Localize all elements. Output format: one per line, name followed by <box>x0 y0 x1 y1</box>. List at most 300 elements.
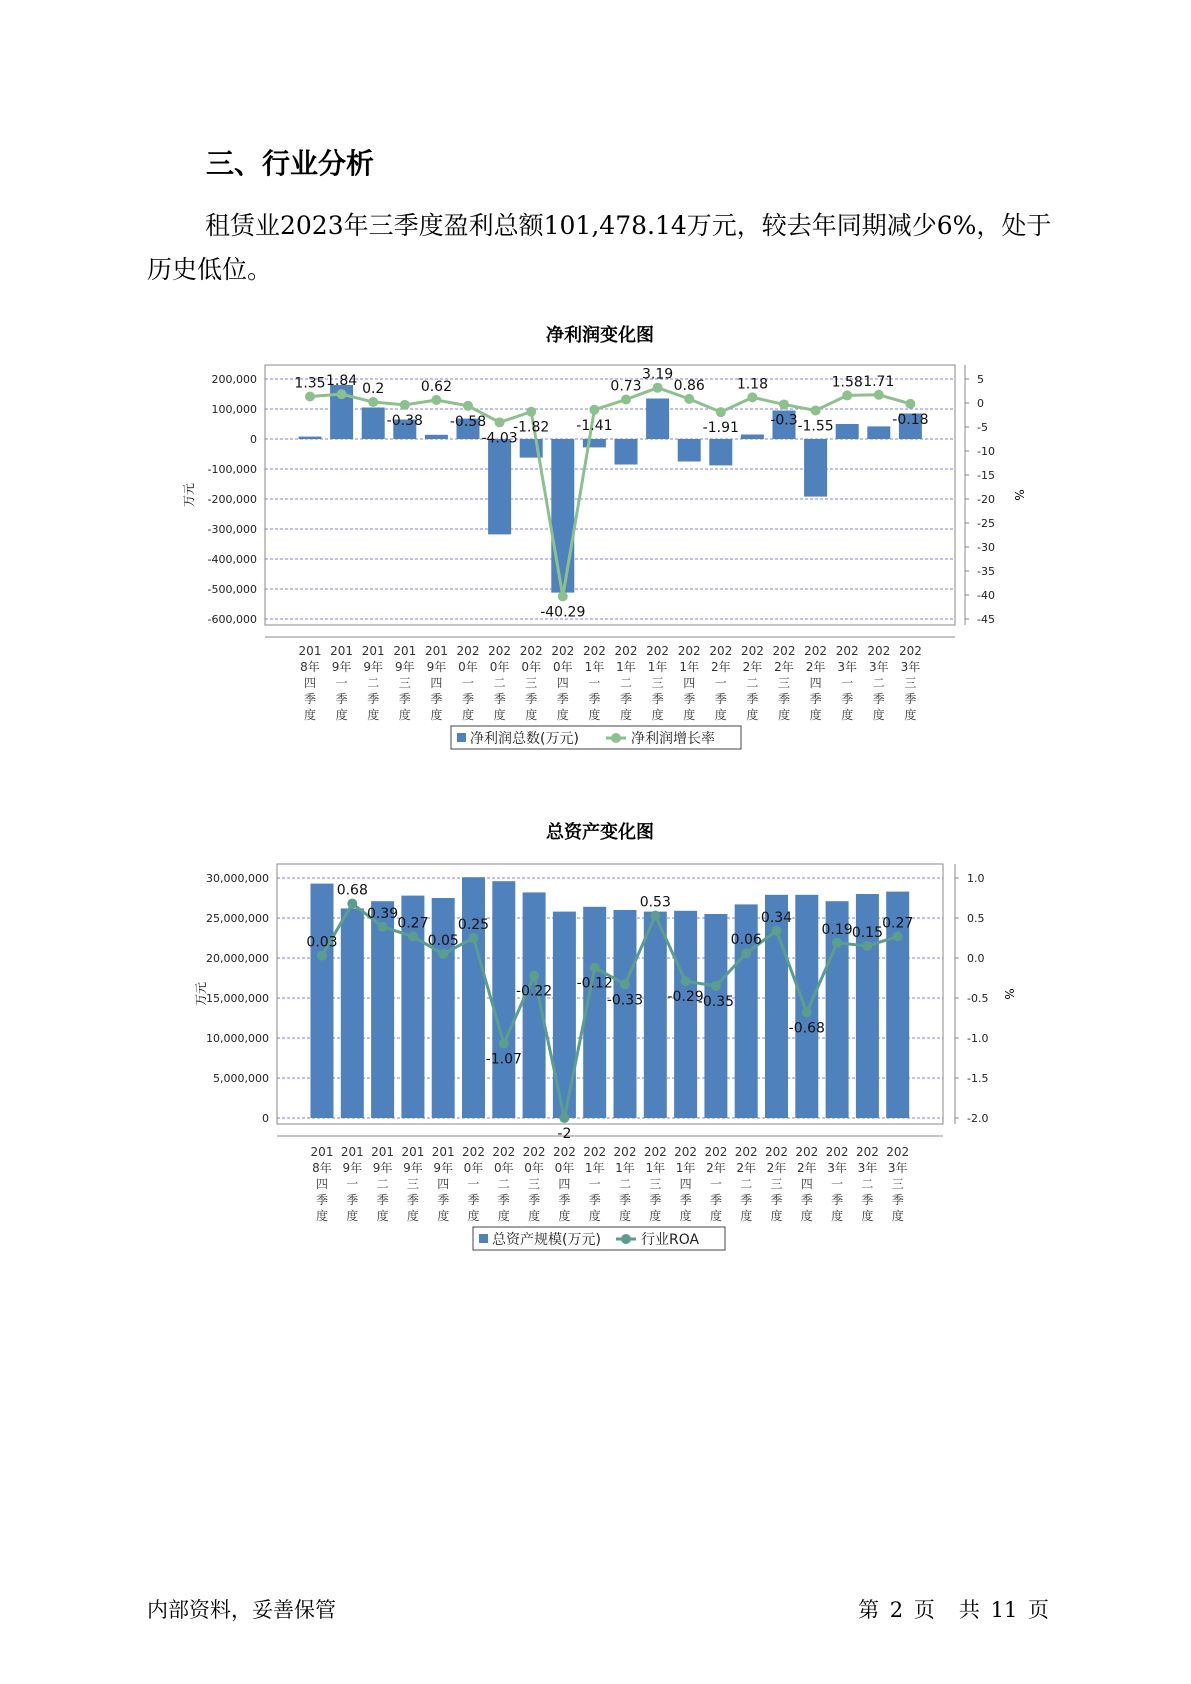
line-point <box>590 963 600 973</box>
x-tick-label: 201 <box>393 644 417 658</box>
line-point <box>317 951 327 961</box>
x-tick-label: 202 <box>867 644 891 658</box>
data-label: 0.53 <box>639 894 671 911</box>
x-tick-label: 三 <box>525 676 538 690</box>
data-label: 0.25 <box>457 917 490 933</box>
bar <box>614 910 637 1118</box>
x-tick-label: 度 <box>831 1209 844 1223</box>
page-total: 11 <box>990 1598 1018 1622</box>
bar <box>523 892 546 1118</box>
x-tick-label: 201 <box>431 1145 455 1159</box>
x-tick-label: 1年 <box>616 660 636 674</box>
x-tick-label: 度 <box>904 708 917 722</box>
bar <box>795 895 818 1118</box>
x-tick-label: 2年 <box>766 1161 787 1175</box>
x-tick-label: 202 <box>855 1145 879 1159</box>
data-label: 0.06 <box>730 932 762 949</box>
x-tick-label: 201 <box>340 1145 364 1159</box>
line-point <box>681 976 691 986</box>
data-label: 1.18 <box>736 376 768 393</box>
y-tick-label-left: 200,000 <box>211 373 257 386</box>
x-tick-label: 一 <box>461 676 475 690</box>
data-label: -0.68 <box>788 1020 825 1037</box>
x-tick-label: 度 <box>346 1209 359 1223</box>
data-label: -0.12 <box>576 975 613 992</box>
x-tick-label: 二 <box>746 676 759 690</box>
data-label: 1.35 <box>294 375 326 392</box>
x-tick-label: 一 <box>588 1177 601 1191</box>
x-tick-label: 201 <box>401 1145 425 1159</box>
legend-swatch-point <box>621 1234 631 1244</box>
data-label: -0.18 <box>892 411 929 428</box>
y-tick-label-left: -300,000 <box>207 523 257 536</box>
page-current: 2 <box>889 1598 904 1622</box>
x-tick-label: 三 <box>398 676 411 690</box>
x-tick-label: 202 <box>551 644 575 658</box>
x-tick-label: 季 <box>335 692 348 706</box>
y-tick-label-left: 0 <box>262 1112 269 1125</box>
bar <box>615 439 638 465</box>
line-point <box>874 390 884 400</box>
data-label: 0.62 <box>420 379 452 396</box>
x-tick-label: 季 <box>376 1193 389 1207</box>
x-tick-label: 202 <box>740 644 764 658</box>
bar <box>462 877 485 1118</box>
x-tick-label: 9年 <box>372 1161 393 1175</box>
bar <box>867 426 890 439</box>
y-tick-label-left: 20,000,000 <box>206 952 269 965</box>
x-tick-label: 2年 <box>805 660 826 674</box>
x-tick-label: 二 <box>367 676 380 690</box>
bar <box>741 435 764 440</box>
x-tick-label: 季 <box>315 1193 329 1207</box>
x-tick-label: 季 <box>740 1193 753 1207</box>
data-label: 1.58 <box>831 374 863 391</box>
x-tick-label: 度 <box>891 1209 904 1223</box>
x-tick-label: 202 <box>646 644 670 658</box>
line-point <box>347 899 357 909</box>
x-tick-label: 3年 <box>900 660 921 674</box>
x-tick-label: 202 <box>488 644 512 658</box>
bar <box>299 437 322 439</box>
legend <box>451 726 741 749</box>
line-point <box>802 1007 812 1017</box>
legend <box>473 1227 725 1250</box>
bar <box>341 908 364 1118</box>
total-prefix: 共 <box>958 1598 980 1622</box>
x-tick-label: 季 <box>525 692 538 706</box>
x-tick-label: 三 <box>777 676 791 690</box>
x-tick-label: 度 <box>709 1209 722 1223</box>
y-tick-label-right: 0 <box>977 397 984 410</box>
data-label: 1.84 <box>326 373 358 390</box>
data-label: 0.19 <box>821 921 853 938</box>
x-tick-label: 0年 <box>493 1161 514 1175</box>
legend-swatch-point <box>611 733 621 743</box>
x-tick-label: 三 <box>904 676 917 690</box>
x-tick-label: 度 <box>841 708 854 722</box>
bar <box>644 912 667 1118</box>
footer-note: 内部资料，妥善保管 <box>147 1598 336 1622</box>
x-tick-label: 202 <box>462 1145 485 1159</box>
line-point <box>463 401 473 411</box>
bar <box>551 439 574 593</box>
legend-label-line: 行业ROA <box>641 1232 700 1248</box>
x-tick-label: 度 <box>335 708 348 722</box>
x-tick-label: 季 <box>809 692 822 706</box>
bar <box>704 914 727 1118</box>
x-tick-label: 1年 <box>675 1161 696 1175</box>
bar <box>583 439 606 447</box>
x-tick-label: 201 <box>371 1145 395 1159</box>
line-point <box>620 979 630 989</box>
x-tick-label: 202 <box>522 1145 546 1159</box>
x-tick-label: 一 <box>709 1177 722 1191</box>
y-tick-label-left: -500,000 <box>207 583 257 596</box>
x-tick-label: 度 <box>618 1209 632 1223</box>
x-tick-label: 1年 <box>679 660 700 674</box>
data-label: 1.71 <box>863 373 895 390</box>
x-tick-label: 三 <box>891 1177 904 1191</box>
y-axis-label-right: % <box>1002 988 1016 1000</box>
x-tick-label: 202 <box>772 644 796 658</box>
line-point <box>772 926 782 936</box>
bar <box>836 424 859 439</box>
line-point <box>400 400 410 410</box>
x-tick-label: 四 <box>679 1177 692 1191</box>
y-tick-label-left: -100,000 <box>207 463 257 476</box>
section-title: 三、行业分析 <box>206 147 375 180</box>
x-tick-label: 季 <box>461 692 475 706</box>
line-point <box>495 417 505 427</box>
line-point <box>716 407 726 417</box>
line-point <box>711 981 721 991</box>
x-tick-label: 季 <box>746 692 759 706</box>
x-tick-label: 度 <box>770 1209 783 1223</box>
x-tick-label: 度 <box>497 1209 510 1223</box>
x-tick-label: 3年 <box>837 660 858 674</box>
bar <box>492 881 515 1118</box>
x-tick-label: 202 <box>886 1145 910 1159</box>
x-tick-label: 度 <box>367 708 380 722</box>
x-tick-label: 3年 <box>887 1161 908 1175</box>
chart-title: 净利润变化图 <box>546 325 654 346</box>
x-tick-label: 季 <box>800 1193 813 1207</box>
data-label: -0.3 <box>770 412 798 429</box>
line-point <box>621 394 631 404</box>
x-tick-label: 季 <box>619 692 633 706</box>
y-tick-label-right: 0.5 <box>967 912 985 925</box>
x-tick-label: 度 <box>746 708 759 722</box>
y-tick-label-left: 10,000,000 <box>206 1032 269 1045</box>
data-label: -0.35 <box>697 994 735 1010</box>
y-axis-label-left: 万元 <box>182 482 196 508</box>
line-point <box>684 394 694 404</box>
x-tick-label: 季 <box>367 692 380 706</box>
data-label: -0.29 <box>667 989 704 1006</box>
x-tick-label: 一 <box>714 676 727 690</box>
x-tick-label: 三 <box>649 1177 662 1191</box>
x-tick-label: 202 <box>674 1145 698 1159</box>
bar <box>674 911 697 1118</box>
x-tick-label: 2年 <box>706 1161 726 1175</box>
data-label: 0.39 <box>367 905 399 922</box>
data-label: 0.27 <box>882 915 914 932</box>
bar <box>709 439 732 465</box>
line-point <box>779 399 789 409</box>
x-tick-label: 一 <box>467 1177 480 1191</box>
x-tick-label: 2年 <box>710 660 731 674</box>
x-tick-label: 季 <box>303 692 317 706</box>
x-tick-label: 季 <box>841 692 854 706</box>
x-tick-label: 3年 <box>868 660 889 674</box>
line-point <box>526 407 536 417</box>
line-point <box>862 941 872 951</box>
x-tick-label: 二 <box>497 1177 510 1191</box>
y-tick-label-left: 30,000,000 <box>206 872 269 885</box>
line-point <box>832 938 842 948</box>
y-tick-label-right: -2.0 <box>967 1112 989 1125</box>
x-tick-label: 度 <box>619 708 633 722</box>
data-label: 0.05 <box>427 933 459 949</box>
line-point <box>408 931 418 941</box>
x-tick-label: 2年 <box>774 660 794 674</box>
bar <box>425 435 448 439</box>
x-tick-label: 季 <box>406 1193 419 1207</box>
x-tick-label: 度 <box>800 1209 813 1223</box>
line-point <box>653 383 663 393</box>
x-tick-label: 四 <box>800 1177 813 1191</box>
y-tick-label-right: -10 <box>977 445 995 458</box>
net-profit-chart <box>0 315 1191 775</box>
y-tick-label-right: -20 <box>977 493 995 506</box>
x-tick-label: 9年 <box>426 660 447 674</box>
y-tick-label-left: -200,000 <box>207 493 257 506</box>
line-point <box>842 390 852 400</box>
x-tick-label: 202 <box>519 644 543 658</box>
x-tick-label: 度 <box>679 1209 692 1223</box>
line-point <box>650 911 660 921</box>
x-tick-label: 9年 <box>363 660 384 674</box>
legend-swatch-bar <box>479 1234 488 1243</box>
x-tick-label: 二 <box>618 1177 632 1191</box>
x-tick-label: 季 <box>430 692 443 706</box>
data-label: 0.73 <box>610 378 642 395</box>
x-tick-label: 0年 <box>521 660 542 674</box>
x-tick-label: 1年 <box>584 1161 605 1175</box>
y-tick-label-right: -0.5 <box>967 992 989 1005</box>
x-tick-label: 9年 <box>342 1161 363 1175</box>
x-tick-label: 度 <box>528 1209 541 1223</box>
x-tick-label: 二 <box>740 1177 753 1191</box>
x-tick-label: 度 <box>649 1209 662 1223</box>
x-tick-label: 1年 <box>584 660 605 674</box>
data-label: -1.41 <box>576 417 613 434</box>
x-tick-label: 度 <box>740 1209 753 1223</box>
line-point <box>378 922 388 932</box>
data-label: 0.68 <box>336 882 368 899</box>
x-tick-label: 季 <box>493 692 506 706</box>
x-tick-label: 9年 <box>331 660 352 674</box>
bar <box>362 408 385 440</box>
legend-swatch-bar <box>457 733 466 742</box>
x-tick-label: 2年 <box>742 660 763 674</box>
line-point <box>305 392 315 402</box>
x-tick-label: 201 <box>298 644 322 658</box>
x-tick-label: 二 <box>376 1177 389 1191</box>
total-assets-chart <box>0 812 1191 1272</box>
bar <box>678 439 701 462</box>
x-tick-label: 0年 <box>554 1161 575 1175</box>
x-tick-label: 季 <box>651 692 664 706</box>
bar <box>311 884 334 1118</box>
x-tick-label: 四 <box>315 1177 329 1191</box>
x-tick-label: 三 <box>406 1177 419 1191</box>
x-tick-label: 季 <box>558 1193 571 1207</box>
x-tick-label: 四 <box>809 676 822 690</box>
x-tick-label: 202 <box>765 1145 788 1159</box>
x-tick-label: 季 <box>777 692 791 706</box>
x-tick-label: 季 <box>904 692 917 706</box>
line-point <box>368 397 378 407</box>
x-tick-label: 度 <box>588 708 601 722</box>
x-tick-label: 三 <box>528 1177 541 1191</box>
x-tick-label: 一 <box>346 1177 359 1191</box>
x-tick-label: 度 <box>651 708 664 722</box>
x-tick-label: 度 <box>558 1209 571 1223</box>
x-tick-label: 度 <box>777 708 791 722</box>
x-tick-label: 季 <box>861 1193 874 1207</box>
y-tick-label-right: -5 <box>977 421 988 434</box>
y-tick-label-left: -400,000 <box>207 553 257 566</box>
x-tick-label: 2年 <box>736 1161 757 1175</box>
x-tick-label: 度 <box>809 708 822 722</box>
x-tick-label: 202 <box>734 1145 758 1159</box>
data-label: -4.03 <box>481 430 518 447</box>
page-number <box>856 1594 1051 1624</box>
x-tick-label: 二 <box>493 676 506 690</box>
line-point <box>741 948 751 958</box>
x-tick-label: 一 <box>831 1177 844 1191</box>
x-tick-label: 8年 <box>300 660 320 674</box>
x-tick-label: 一 <box>588 676 601 690</box>
x-tick-label: 3年 <box>857 1161 878 1175</box>
legend-label-bar: 净利润总数(万元) <box>470 731 579 747</box>
data-label: -0.58 <box>449 413 487 430</box>
data-label: 0.15 <box>851 925 883 941</box>
x-tick-label: 202 <box>614 644 638 658</box>
x-tick-label: 三 <box>651 676 664 690</box>
y-tick-label-right: -30 <box>977 541 995 554</box>
y-tick-label-right: -35 <box>977 565 995 578</box>
data-label: 0.27 <box>397 915 429 932</box>
data-label: 0.2 <box>362 381 385 398</box>
line-point <box>469 933 479 943</box>
x-tick-label: 季 <box>618 1193 632 1207</box>
data-label: 3.19 <box>642 366 674 383</box>
y-tick-label-left: -600,000 <box>207 613 257 626</box>
page-suffix: 页 <box>1028 1598 1049 1622</box>
x-tick-label: 季 <box>714 692 727 706</box>
x-tick-label: 度 <box>493 708 506 722</box>
x-tick-label: 度 <box>525 708 538 722</box>
x-tick-label: 9年 <box>433 1161 454 1175</box>
x-tick-label: 度 <box>461 708 475 722</box>
x-tick-label: 季 <box>770 1193 783 1207</box>
y-tick-label-right: 0.0 <box>967 952 985 965</box>
line-point <box>589 405 599 415</box>
x-tick-label: 四 <box>683 676 696 690</box>
data-label: -40.29 <box>540 604 586 621</box>
x-tick-label: 季 <box>398 692 411 706</box>
bar <box>371 901 394 1118</box>
x-tick-label: 202 <box>804 644 828 658</box>
y-axis-label-right: % <box>1012 489 1026 501</box>
x-tick-label: 3年 <box>827 1161 847 1175</box>
x-tick-label: 度 <box>467 1209 480 1223</box>
x-tick-label: 8年 <box>312 1161 332 1175</box>
data-label: -0.38 <box>386 412 423 429</box>
x-tick-label: 度 <box>437 1209 450 1223</box>
y-tick-label-left: 25,000,000 <box>206 912 269 925</box>
line-point <box>431 395 441 405</box>
bar <box>646 399 669 440</box>
x-tick-label: 202 <box>552 1145 576 1159</box>
x-tick-label: 季 <box>556 692 569 706</box>
legend-label-line: 净利润增长率 <box>631 731 715 747</box>
x-tick-label: 季 <box>683 692 696 706</box>
x-tick-label: 四 <box>437 1177 450 1191</box>
x-tick-label: 0年 <box>524 1161 544 1175</box>
y-tick-label-right: -45 <box>977 613 995 626</box>
x-tick-label: 202 <box>709 644 733 658</box>
x-tick-label: 2年 <box>796 1161 817 1175</box>
line-point <box>559 1113 569 1123</box>
x-tick-label: 季 <box>709 1193 722 1207</box>
x-tick-label: 度 <box>315 1209 329 1223</box>
x-tick-label: 202 <box>492 1145 516 1159</box>
y-axis-label-left: 万元 <box>194 981 208 1007</box>
y-tick-label-right: -25 <box>977 517 995 530</box>
x-tick-label: 季 <box>528 1193 541 1207</box>
x-tick-label: 0年 <box>489 660 510 674</box>
x-tick-label: 度 <box>683 708 696 722</box>
x-tick-label: 二 <box>619 676 633 690</box>
x-tick-label: 0年 <box>463 1161 484 1175</box>
y-tick-label-right: -40 <box>977 589 995 602</box>
data-label: -0.33 <box>606 992 644 1009</box>
x-tick-label: 度 <box>872 708 885 722</box>
x-tick-label: 201 <box>330 644 354 658</box>
line-point <box>747 392 757 402</box>
x-tick-label: 四 <box>430 676 443 690</box>
data-label: -1.07 <box>485 1051 522 1068</box>
y-tick-label-right: -1.5 <box>967 1072 989 1085</box>
data-label: -1.55 <box>797 418 834 435</box>
x-tick-label: 度 <box>376 1209 389 1223</box>
x-tick-label: 202 <box>582 644 606 658</box>
x-tick-label: 季 <box>497 1193 510 1207</box>
x-tick-label: 202 <box>898 644 922 658</box>
data-label: -1.91 <box>702 420 739 437</box>
x-tick-label: 201 <box>424 644 448 658</box>
x-tick-label: 201 <box>361 644 385 658</box>
x-tick-label: 二 <box>872 676 885 690</box>
x-tick-label: 二 <box>861 1177 874 1191</box>
page-prefix: 第 <box>858 1598 880 1622</box>
x-tick-label: 度 <box>303 708 317 722</box>
x-tick-label: 202 <box>825 1145 849 1159</box>
